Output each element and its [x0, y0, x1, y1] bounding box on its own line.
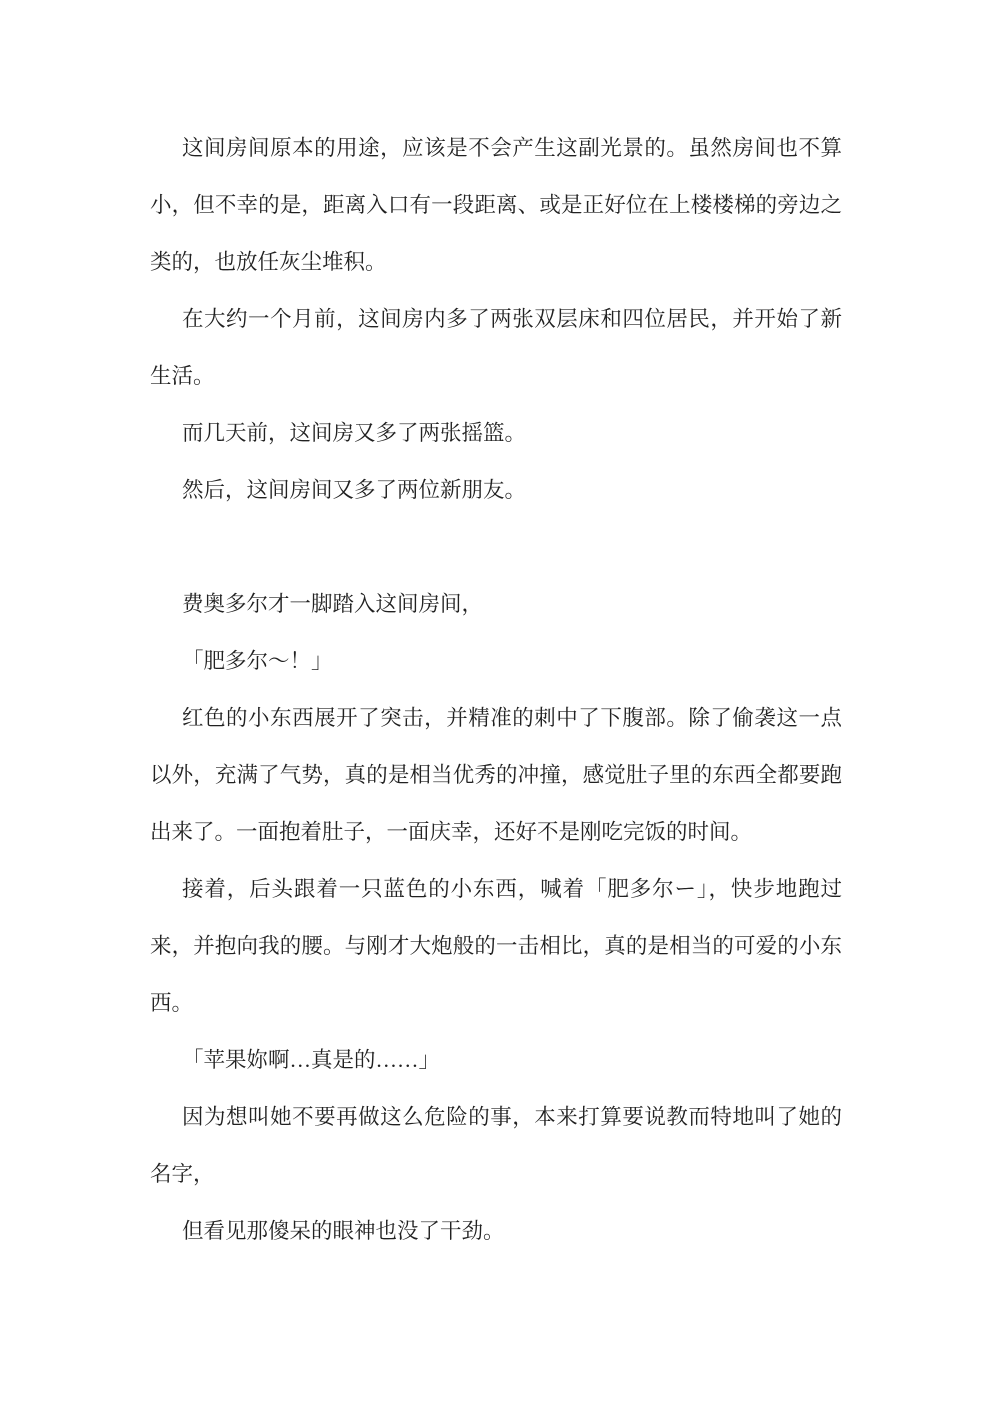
dialogue-paragraph-2: 「苹果妳啊…真是的……」: [182, 1048, 441, 1072]
blank-line: [150, 519, 842, 576]
narration-paragraph-2: 在大约一个月前，这间房内多了两张双层床和四位居民，并开始了新生活。: [150, 307, 842, 388]
narration-paragraph-8: 因为想叫她不要再做这么危险的事，本来打算要说教而特地叫了她的名字，: [150, 1105, 842, 1186]
dialogue-paragraph-1: 「肥多尔～！」: [182, 649, 333, 673]
narration-paragraph-1: 这间房间原本的用途，应该是不会产生这副光景的。虽然房间也不算小，但不幸的是，距离入口有一段距离、或是正好位在上楼楼梯的旁边之类的，也放任灰尘堆积。: [150, 136, 842, 274]
narration-paragraph-3: 而几天前，这间房又多了两张摇篮。: [182, 421, 527, 445]
narration-paragraph-4: 然后，这间房间又多了两位新朋友。: [182, 478, 527, 502]
narration-paragraph-6: 红色的小东西展开了突击，并精准的刺中了下腹部。除了偷袭这一点以外，充满了气势，真的是相当优秀的冲撞，感觉肚子里的东西全都要跑出来了。一面抱着肚子，一面庆幸，还好不是刚吃完饭的时间。: [150, 706, 842, 844]
narration-paragraph-5: 费奥多尔才一脚踏入这间房间，: [182, 592, 484, 616]
narration-paragraph-7: 接着，后头跟着一只蓝色的小东西，喊着「肥多尔ー」，快步地跑过来，并抱向我的腰。与刚才大炮般的一击相比，真的是相当的可爱的小东西。: [150, 877, 842, 1015]
narration-paragraph-9: 但看见那傻呆的眼神也没了干劲。: [182, 1219, 505, 1243]
